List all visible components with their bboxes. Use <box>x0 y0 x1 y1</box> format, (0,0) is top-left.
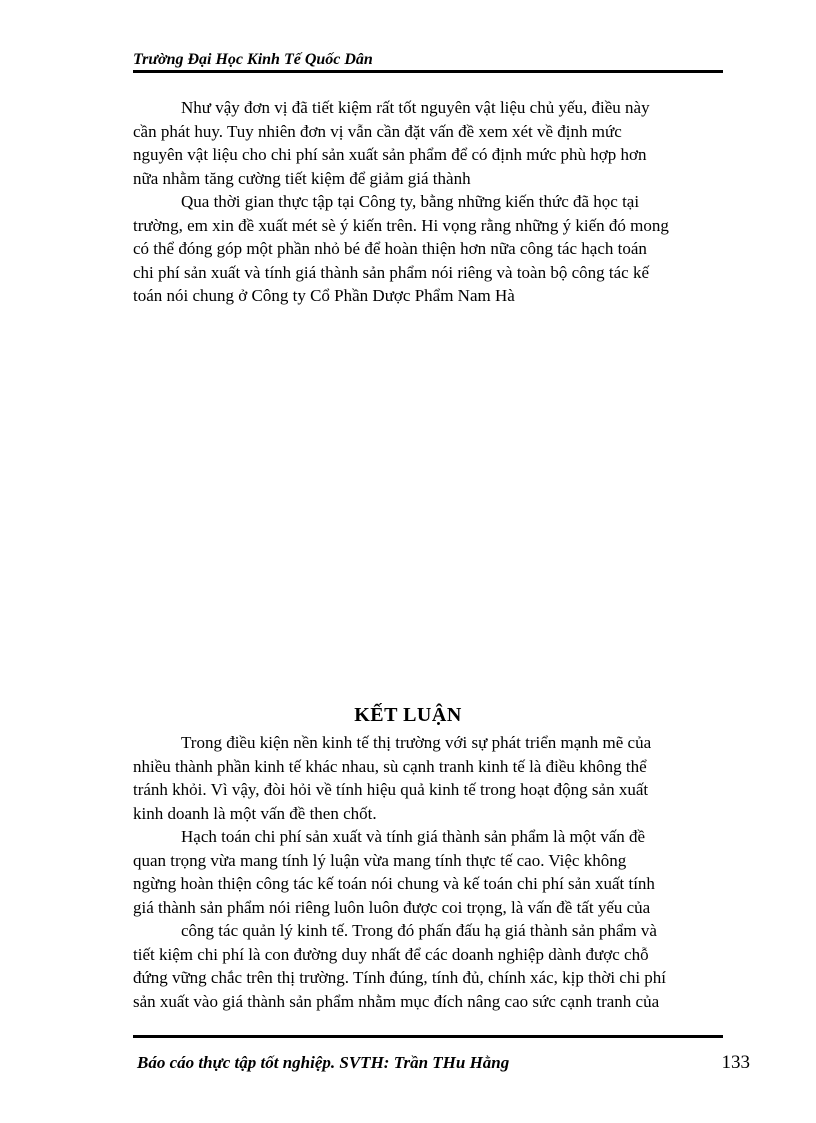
text-line: Như vậy đơn vị đã tiết kiệm rất tốt nguyên vật liệu chủ yếu, điều này <box>181 98 650 117</box>
intro-text <box>133 96 723 308</box>
footer-text: Báo cáo thực tập tốt nghiệp. SVTH: Trần THu Hằng <box>137 1053 510 1072</box>
page-header <box>133 50 723 70</box>
text-line: nhiều thành phần kinh tế khác nhau, sù cạnh tranh kinh tế là điều không thể <box>133 756 647 776</box>
text-line: nguyên vật liệu cho chi phí sản xuất sản phẩm để có định mức phù hợp hơn <box>133 145 647 164</box>
text-line: nữa nhằm tăng cường tiết kiệm để giảm giá thành <box>133 168 471 188</box>
text-line: tiết kiệm chi phí là con đường duy nhất để các doanh nghiệp dành được chỗ <box>133 944 649 964</box>
text-line: toán nói chung ở Công ty Cổ Phần Dược Phẩm Nam Hà <box>133 286 515 305</box>
text-line: Hạch toán chi phí sản xuất và tính giá thành sản phẩm là một vấn đề <box>181 827 646 846</box>
text-line: cần phát huy. Tuy nhiên đơn vị vẫn cần đặt vấn đề xem xét về định mức <box>133 121 622 141</box>
conclusion-text <box>133 731 723 1013</box>
text-line: Trong điều kiện nền kinh tế thị trường với sự phát triển mạnh mẽ của <box>181 733 652 752</box>
text-line: kinh doanh là một vấn đề then chốt. <box>133 803 377 823</box>
text-line: quan trọng vừa mang tính lý luận vừa mang tính thực tế cao. Việc không <box>133 850 627 870</box>
text-line: giá thành sản phẩm nói riêng luôn luôn được coi trọng, là vấn đề tất yếu của <box>133 897 651 917</box>
text-line: đứng vững chắc trên thị trường. Tính đúng, tính đủ, chính xác, kịp thời chi phí <box>133 968 667 987</box>
text-line: công tác quản lý kinh tế. Trong đó phấn đấu hạ giá thành sản phẩm và <box>181 921 657 940</box>
text-line: có thể đóng góp một phần nhỏ bé để hoàn thiện hơn nữa công tác hạch toán <box>133 239 647 258</box>
page-number: 133 <box>721 1052 750 1073</box>
text-line: ngừng hoàn thiện công tác kế toán nói chung và kế toán chi phí sản xuất tính <box>133 874 655 893</box>
conclusion-heading: KẾT LUẬN <box>354 704 462 726</box>
text-line: sản xuất vào giá thành sản phẩm nhằm mục đích nâng cao sức cạnh tranh của <box>133 991 660 1011</box>
header-rule <box>133 70 723 73</box>
text-line: trường, em xin đề xuất mét sè ý kiến trên. Hi vọng rằng những ý kiến đó mong <box>133 215 669 235</box>
header-title: Trường Đại Học Kinh Tế Quốc Dân <box>133 51 373 68</box>
footer-rule <box>133 1035 723 1038</box>
text-line: Qua thời gian thực tập tại Công ty, bằng những kiến thức đã học tại <box>181 192 640 211</box>
text-line: tránh khỏi. Vì vậy, đòi hỏi về tính hiệu quả kinh tế trong hoạt động sản xuất <box>133 780 649 799</box>
text-line: chi phí sản xuất và tính giá thành sản phẩm nói riêng và toàn bộ công tác kế <box>133 262 650 282</box>
